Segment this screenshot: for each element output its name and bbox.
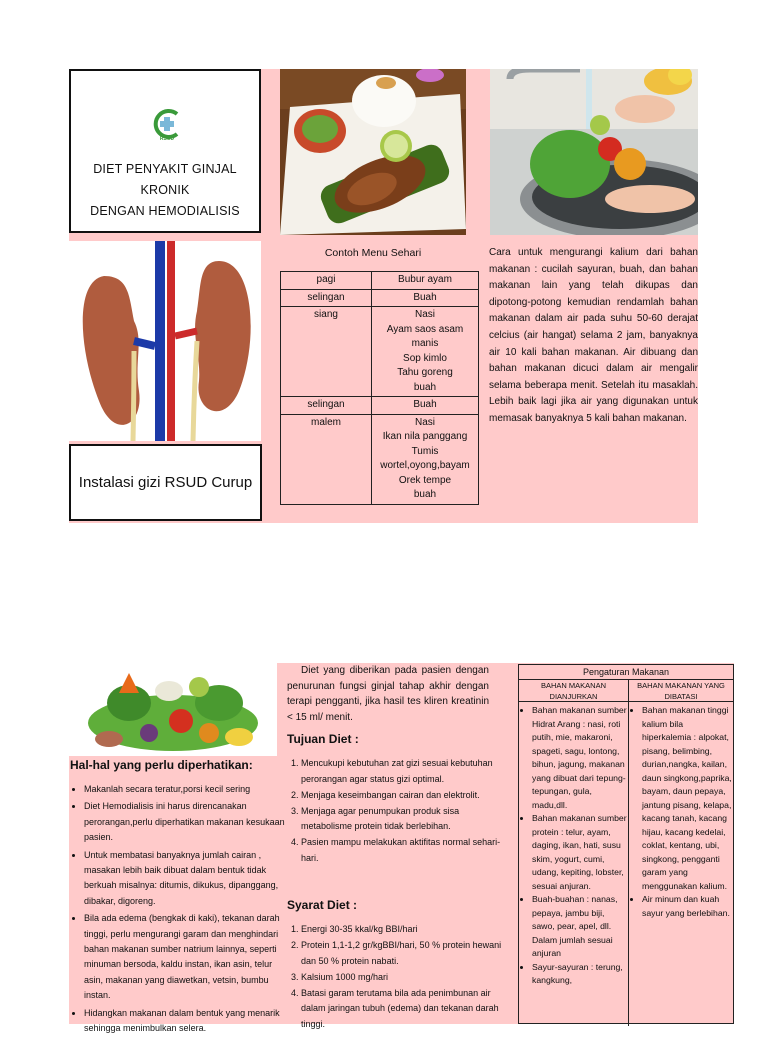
tujuan-item: 2. Menjaga keseimbangan cairan dan elektrolit. — [301, 788, 506, 804]
hal-title: Hal-hal yang perlu diperhatikan: — [70, 758, 253, 772]
menu-food — [372, 397, 479, 415]
title-line-1: DIET PENYAKIT GINJAL KRONIK — [93, 162, 237, 197]
menu-time: siang — [281, 307, 372, 397]
diet-intro: Diet yang diberikan pada pasien dengan penurunan fungsi ginjal tahap akhir dengan terapi pengganti, jika hasil tes kliren kreatinin < 15 ml/ menit. — [287, 665, 489, 723]
syarat-title: Syarat Diet : — [287, 898, 358, 912]
syarat-item: 3. Kalsium 1000 mg/hari — [301, 970, 506, 986]
food-photo — [280, 69, 466, 235]
institution-label: Instalasi gizi RSUD Curup — [69, 444, 262, 521]
menu-food-item: Sop kimlo — [403, 352, 447, 364]
menu-food — [372, 414, 479, 504]
menu-food — [372, 307, 479, 397]
hal-item: • Bila ada edema (bengkak di kaki), tekanan darah tinggi, perlu mengurangi garam dan menghindari bahan makanan sumber natrium lainnya, seperti minuman bersoda, kaldu instan, ikan asin, telur asin, makanan yang diawetkan, vetsin, bumbu instan. — [84, 911, 289, 1003]
recommended-item: • Buah-buahan : nanas, pepaya, jambu biji, sawo, pear, apel, dll. Dalam jumlah sesuai anjuran — [532, 893, 628, 961]
washing-vegetables-photo — [490, 69, 698, 235]
syarat-list — [287, 922, 506, 1033]
tujuan-title: Tujuan Diet : — [287, 732, 359, 746]
title-line-2: DENGAN HEMODIALISIS — [90, 204, 240, 218]
hal-item: • Makanlah secara teratur,porsi kecil sering — [84, 782, 289, 797]
syarat-item: 1. Energi 30-35 kkal/kg BBI/hari — [301, 922, 506, 938]
tujuan-item: 4. Pasien mampu melakukan aktifitas normal sehari- hari. — [301, 835, 506, 866]
menu-food — [372, 272, 479, 290]
pengaturan-makanan-table — [518, 664, 734, 1024]
restricted-item: • Air minum dan kuah sayur yang berlebihan. — [642, 893, 733, 920]
menu-title: Contoh Menu Sehari — [324, 247, 422, 259]
restricted-item: • Bahan makanan tinggi kalium bila hiperkalemia : alpokat, pisang, belimbing, durian,nangka, kailan, daun singkong,paprika, bayam, daun pepaya, jantung pisang, kelapa, kacang tanah, kacang hijau, kacang kedelai, coklat, kentang, ubi, singkong, pengganti garam yang menggunakan kalium. — [642, 704, 733, 893]
logo-text: RSUD — [159, 136, 175, 141]
recommended-list — [519, 704, 628, 988]
menu-time: selingan — [281, 289, 372, 307]
recommended-item: • Bahan makanan sumber Hidrat Arang : nasi, roti putih, mie, makaroni, spageti, sagu, lontong, bihun, jagung, makanan yang dibuat dari tepung-tepungan, gula, madu,dll. — [532, 704, 628, 812]
washing-image — [490, 69, 698, 235]
hal-item: • Diet Hemodialisis ini harus direncanakan perorangan,perlu diperhatikan makanan kesukaan pasien. — [84, 799, 289, 845]
hal-list — [70, 782, 289, 1039]
kidney-image — [69, 241, 261, 441]
recommended-header: BAHAN MAKANAN DIANJURKAN — [519, 680, 628, 702]
menu-food-item: Buah — [413, 291, 437, 303]
kalium-reduction-text: Cara untuk mengurangi kalium dari bahan makanan : cucilah sayuran, buah, dan bahan makanan lain yang telah dikupas dan dipotong-potong kemudian rendamlah bahan makanan dalam air pada suhu 50-60 derajat celcius (air hangat) selama 2 jam, banyaknya air 10 kali bahan makanan. Air dibuang dan bahan makanan dicuci dalam air mengalir selama beberapa menit. Setelah itu masaklah. Lebih baik lagi jika air yang digunakan untuk memasak banyaknya 5 kali bahan makanan. — [489, 247, 698, 424]
kidney-illustration — [69, 241, 261, 441]
menu-food-item: Bubur ayam — [398, 274, 452, 285]
menu-food-item: Tahu goreng — [397, 367, 453, 378]
syarat-item: 2. Protein 1,1-1,2 gr/kgBBI/hari, 50 % protein hewani dan 50 % protein nabati. — [301, 938, 506, 969]
atur-title: Pengaturan Makanan — [519, 665, 733, 680]
menu-time: pagi — [281, 272, 372, 290]
tujuan-list — [287, 756, 506, 867]
menu-row — [281, 307, 479, 397]
hal-item: • Hidangkan makanan dalam bentuk yang menarik sehingga menimbulkan selera. — [84, 1006, 289, 1037]
menu-row — [281, 397, 479, 415]
daily-menu-table — [280, 271, 479, 505]
tujuan-item: 3. Menjaga agar penumpukan produk sisa metabolisme protein tidak berlebihan. — [301, 804, 506, 835]
menu-food-item: Ayam saos asam manis — [386, 323, 464, 349]
restricted-header: BAHAN MAKANAN YANG DIBATASI — [629, 680, 733, 702]
vegetables-photo — [69, 663, 277, 756]
menu-row — [281, 289, 479, 307]
cover-title — [71, 159, 259, 222]
menu-row — [281, 414, 479, 504]
menu-food — [372, 289, 479, 307]
recommended-item: • Sayur-sayuran : terung, kangkung, — [532, 961, 628, 988]
rsud-logo — [150, 107, 184, 141]
food-plate-image — [280, 69, 466, 235]
restricted-list — [629, 704, 733, 920]
menu-food-item: buah — [413, 381, 437, 393]
hal-item: • Untuk membatasi banyaknya jumlah cairan , masakan lebih baik dibuat dalam bentuk tidak berkuah misalnya: ditumis, dikukus, dipanggang, dibakar, digoreng. — [84, 848, 289, 910]
menu-food-item: Nasi — [414, 309, 435, 320]
tujuan-item: 1. Mencukupi kebutuhan zat gizi sesuai kebutuhan perorangan agar status gizi optimal. — [301, 756, 506, 787]
recommended-item: • Bahan makanan sumber protein : telur, ayam, daging, ikan, hati, susu skim, yogurt, cumi, udang, kepiting, lobster, sesuai anjuran. — [532, 812, 628, 893]
vegetables-image — [69, 663, 277, 756]
cover-title-box — [69, 69, 261, 233]
menu-food-item: Ikan nila panggang — [382, 431, 468, 442]
menu-time: selingan — [281, 397, 372, 415]
menu-food-item: Tumis wortel,oyong,bayam — [380, 445, 470, 471]
menu-food-item: Orek tempe — [398, 474, 452, 486]
menu-row — [281, 272, 479, 290]
menu-food-item: buah — [413, 489, 437, 500]
menu-food-item: Nasi — [414, 416, 435, 428]
restricted-column — [629, 680, 733, 1026]
syarat-item: 4. Batasi garam terutama bila ada penimbunan air dalam jaringan tubuh (edema) dan tekanan darah tinggi. — [301, 986, 506, 1033]
menu-food-item: Buah — [413, 399, 437, 410]
recommended-column — [519, 680, 629, 1026]
menu-time: malem — [281, 414, 372, 504]
